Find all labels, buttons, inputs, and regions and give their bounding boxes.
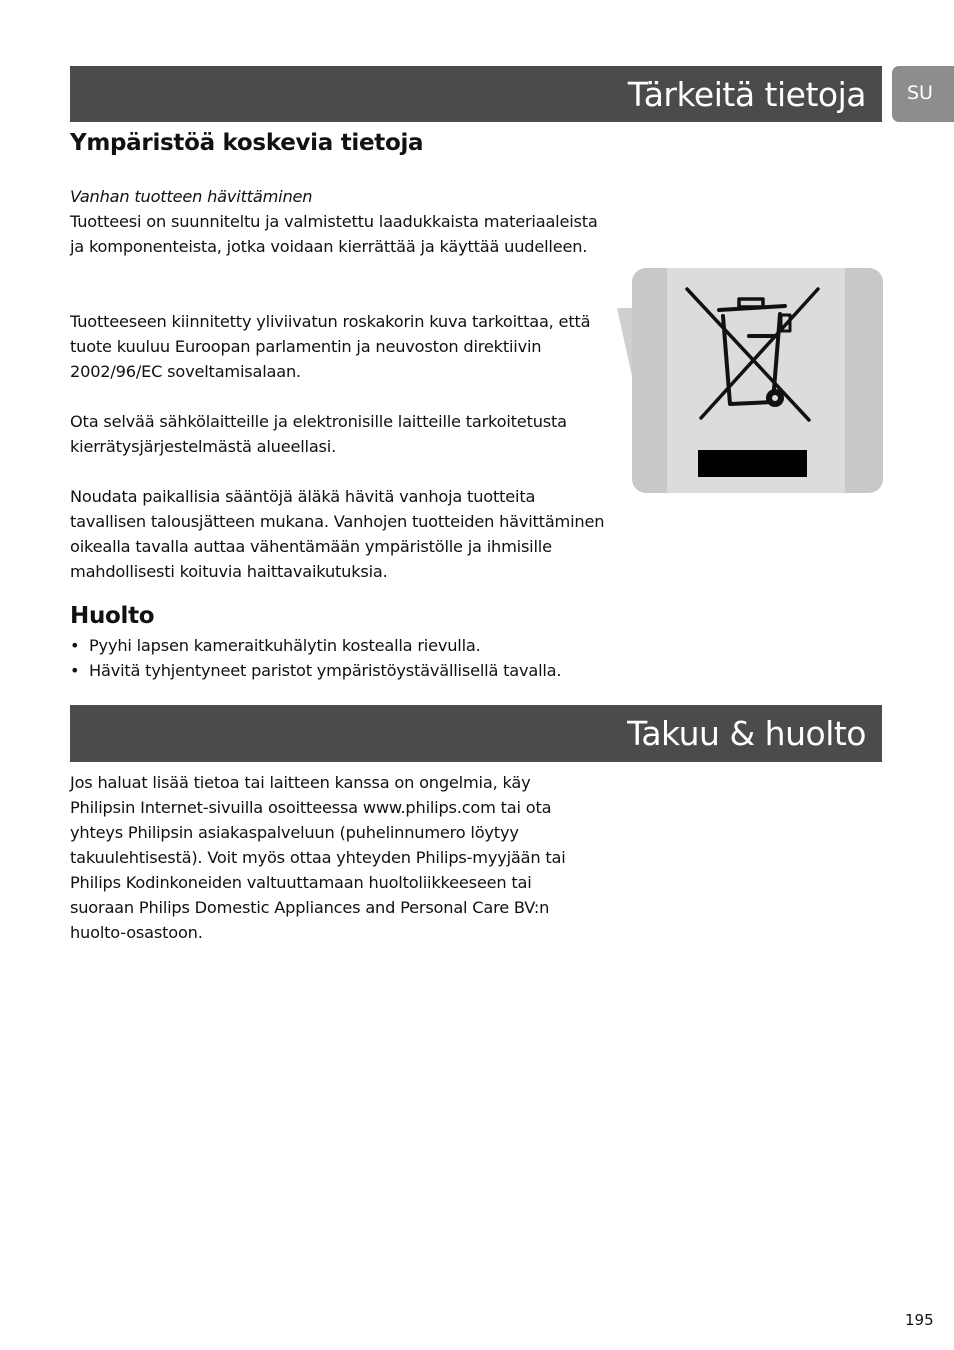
header-title: Tärkeitä tietoja	[627, 75, 866, 114]
list-item: • Pyyhi lapsen kameraitkuhälytin kostealla rievulla.	[70, 633, 561, 658]
environment-paragraph-2: Tuotteeseen kiinnitetty yliviivatun roskakorin kuva tarkoittaa, että tuote kuuluu Euroopan parlamentin ja neuvoston direktiivin 2002/96/EC soveltamisalaan.	[70, 312, 591, 381]
crossed-out-wheelie-bin-icon	[617, 266, 887, 498]
environment-paragraph-3: Ota selvää sähkölaitteille ja elektronisille laitteille tarkoitetusta kierrätysjärjestelmästä alueellasi.	[70, 412, 567, 456]
environment-heading: Ympäristöä koskevia tietoja	[70, 130, 424, 156]
language-tab	[892, 66, 954, 122]
environment-paragraph-4: Noudata paikallisia sääntöjä äläkä hävitä vanhoja tuotteita tavallisen talousjätteen mukana. Vanhojen tuotteiden hävittäminen oikealla tavalla auttaa vähentämään ympäristölle ja ihmisille mahdollisesti koituvia haittavaikutuksia.	[70, 487, 605, 581]
section-header-warranty	[70, 705, 882, 762]
maintenance-list	[70, 633, 561, 683]
maintenance-heading: Huolto	[70, 603, 155, 629]
warranty-title: Takuu & huolto	[627, 714, 866, 753]
page-number: 195	[905, 1311, 934, 1329]
environment-paragraph-1: Tuotteesi on suunniteltu ja valmistettu laadukkaista materiaaleista ja komponenteista, jotka voidaan kierrättää ja käyttää uudelleen.	[70, 212, 598, 256]
list-item: • Hävitä tyhjentyneet paristot ympäristöystävällisellä tavalla.	[70, 658, 561, 683]
warranty-paragraph: Jos haluat lisää tietoa tai laitteen kanssa on ongelmia, käy Philipsin Internet-sivuilla osoitteessa www.philips.com tai ota yhteys Philipsin asiakaspalveluun (puhelinnumero löytyy takuulehtisestä). Voit myös ottaa yhteyden Philips-myyjään tai Philips Kodinkoneiden valtuuttamaan huoltoliikkeeseen tai suoraan Philips Domestic Appliances and Personal Care BV:n huolto-osastoon.	[70, 773, 566, 942]
environment-subtitle: Vanhan tuotteen hävittäminen	[70, 187, 313, 206]
weee-symbol-panel	[617, 266, 887, 502]
section-header-important-info	[70, 66, 882, 122]
language-code: SU	[907, 82, 933, 104]
